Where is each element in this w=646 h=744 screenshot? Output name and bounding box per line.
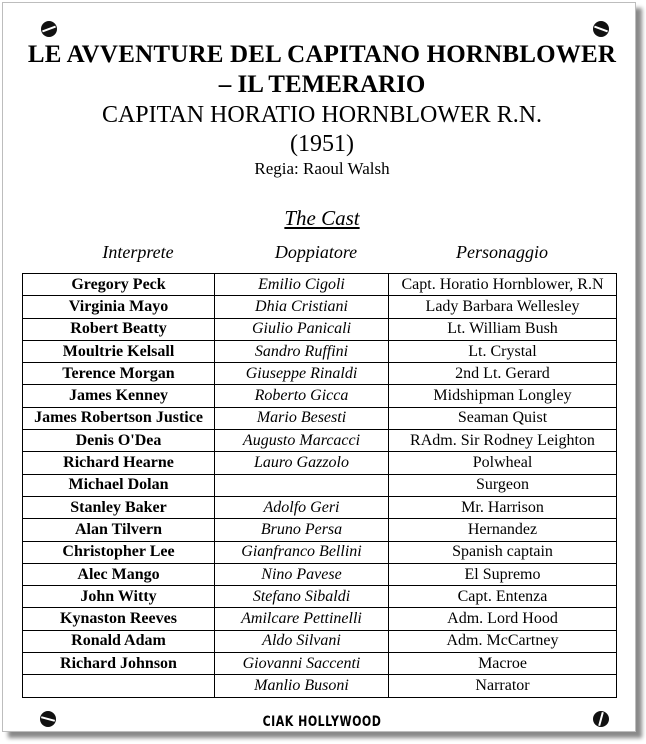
- table-row: [23, 296, 617, 318]
- dubber-cell: Gianfranco Bellini: [215, 541, 389, 563]
- role-cell: Midshipman Longley: [389, 385, 617, 407]
- table-row: [23, 608, 617, 630]
- table-row: [23, 519, 617, 541]
- dubber-cell: Mario Besesti: [215, 407, 389, 429]
- table-row: [23, 407, 617, 429]
- actor-cell: Ronald Adam: [23, 630, 215, 652]
- table-row: [23, 474, 617, 496]
- actor-cell: Richard Johnson: [23, 653, 215, 675]
- dubber-cell: Bruno Persa: [215, 519, 389, 541]
- cast-table: [22, 273, 617, 698]
- role-cell: Adm. Lord Hood: [389, 608, 617, 630]
- table-row: [23, 630, 617, 652]
- role-cell: Lt. William Bush: [389, 318, 617, 340]
- table-row: [23, 340, 617, 362]
- cast-table-body: [23, 274, 617, 698]
- column-header-role: Personaggio: [456, 242, 548, 262]
- screw-top-left-icon: [41, 21, 57, 37]
- actor-cell: Denis O'Dea: [23, 430, 215, 452]
- table-row: [23, 385, 617, 407]
- column-header-actor: Interprete: [102, 242, 174, 262]
- role-cell: Adm. McCartney: [389, 630, 617, 652]
- dubber-cell: Roberto Gicca: [215, 385, 389, 407]
- actor-cell: Richard Hearne: [23, 452, 215, 474]
- role-cell: Macroe: [389, 653, 617, 675]
- dubber-cell: Manlio Busoni: [215, 675, 389, 697]
- role-cell: El Supremo: [389, 563, 617, 585]
- cast-heading: The Cast: [284, 206, 360, 230]
- actor-cell: Michael Dolan: [23, 474, 215, 496]
- role-cell: Hernandez: [389, 519, 617, 541]
- actor-cell: Moultrie Kelsall: [23, 340, 215, 362]
- dubber-cell: Adolfo Geri: [215, 496, 389, 518]
- actor-cell: James Robertson Justice: [23, 407, 215, 429]
- role-cell: RAdm. Sir Rodney Leighton: [389, 430, 617, 452]
- actor-cell: Kynaston Reeves: [23, 608, 215, 630]
- role-cell: Capt. Horatio Hornblower, R.N: [389, 274, 617, 296]
- role-cell: Surgeon: [389, 474, 617, 496]
- table-row: [23, 541, 617, 563]
- dubber-cell: Aldo Silvani: [215, 630, 389, 652]
- actor-cell: James Kenney: [23, 385, 215, 407]
- table-row: [23, 430, 617, 452]
- actor-cell: Christopher Lee: [23, 541, 215, 563]
- title-line-1: LE AVVENTURE DEL CAPITANO HORNBLOWER: [27, 41, 617, 68]
- role-cell: Lady Barbara Wellesley: [389, 296, 617, 318]
- dubber-cell: Nino Pavese: [215, 563, 389, 585]
- role-cell: 2nd Lt. Gerard: [389, 363, 617, 385]
- actor-cell: Gregory Peck: [23, 274, 215, 296]
- dubber-cell: [215, 474, 389, 496]
- brand-logo: CIAK HOLLYWOOD: [262, 713, 382, 730]
- table-row: [23, 653, 617, 675]
- dubber-cell: Lauro Gazzolo: [215, 452, 389, 474]
- original-title: CAPITAN HORATIO HORNBLOWER R.N.: [101, 102, 543, 128]
- dubber-cell: Dhia Cristiani: [215, 296, 389, 318]
- table-row: [23, 496, 617, 518]
- title-line-2: – IL TEMERARIO: [218, 71, 426, 98]
- actor-cell: Virginia Mayo: [23, 296, 215, 318]
- release-year: (1951): [290, 131, 354, 157]
- role-cell: Capt. Entenza: [389, 586, 617, 608]
- screw-top-right-icon: [593, 21, 609, 37]
- dubber-cell: Amilcare Pettinelli: [215, 608, 389, 630]
- role-cell: Spanish captain: [389, 541, 617, 563]
- dubber-cell: Emilio Cigoli: [215, 274, 389, 296]
- role-cell: Lt. Crystal: [389, 340, 617, 362]
- dubber-cell: Giovanni Saccenti: [215, 653, 389, 675]
- role-cell: Seaman Quist: [389, 407, 617, 429]
- actor-cell: [23, 675, 215, 697]
- table-row: [23, 363, 617, 385]
- cast-card: [2, 2, 636, 732]
- actor-cell: Terence Morgan: [23, 363, 215, 385]
- table-row: [23, 318, 617, 340]
- column-header-dubber: Doppiatore: [274, 242, 358, 262]
- dubber-cell: Stefano Sibaldi: [215, 586, 389, 608]
- role-cell: Narrator: [389, 675, 617, 697]
- dubber-cell: Giuseppe Rinaldi: [215, 363, 389, 385]
- actor-cell: Alec Mango: [23, 563, 215, 585]
- dubber-cell: Augusto Marcacci: [215, 430, 389, 452]
- actor-cell: John Witty: [23, 586, 215, 608]
- table-row: [23, 586, 617, 608]
- dubber-cell: Sandro Ruffini: [215, 340, 389, 362]
- table-row: [23, 563, 617, 585]
- dubber-cell: Giulio Panicali: [215, 318, 389, 340]
- actor-cell: Stanley Baker: [23, 496, 215, 518]
- director: Regia: Raoul Walsh: [254, 159, 390, 178]
- table-row: [23, 675, 617, 697]
- actor-cell: Robert Beatty: [23, 318, 215, 340]
- table-row: [23, 452, 617, 474]
- table-row: [23, 274, 617, 296]
- role-cell: Polwheal: [389, 452, 617, 474]
- actor-cell: Alan Tilvern: [23, 519, 215, 541]
- role-cell: Mr. Harrison: [389, 496, 617, 518]
